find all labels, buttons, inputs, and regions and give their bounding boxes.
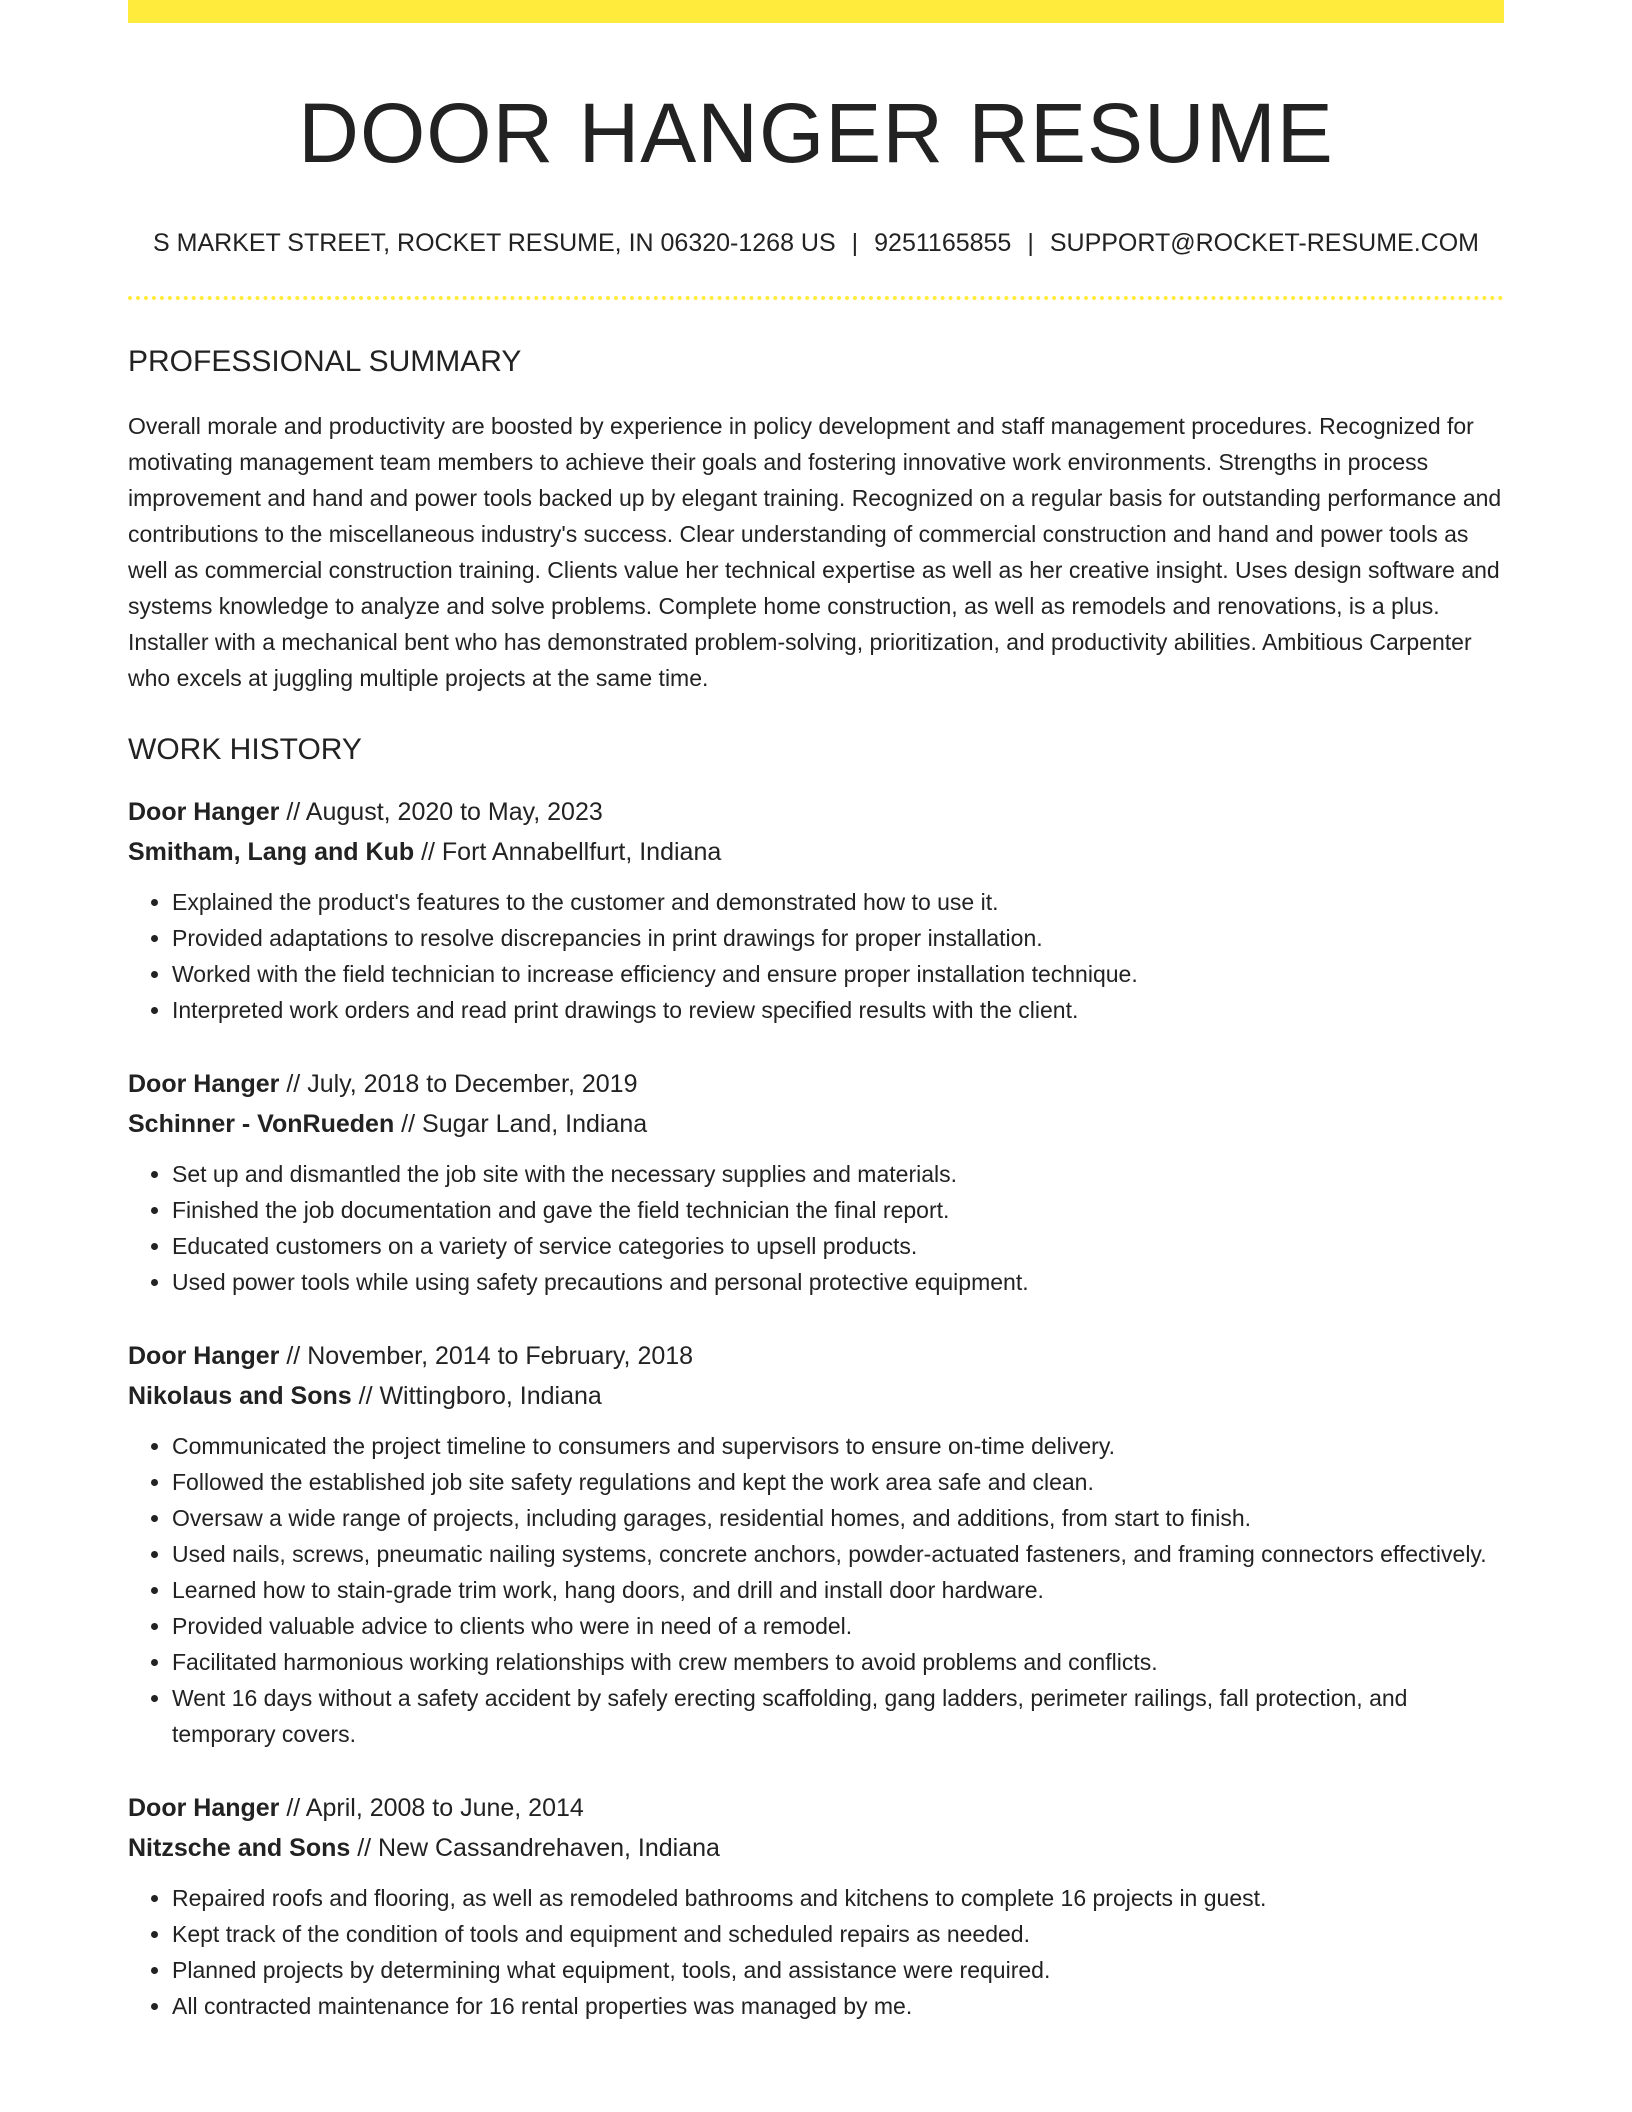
job-dates: // November, 2014 to February, 2018 — [279, 1341, 694, 1370]
job-entry — [128, 1064, 1504, 1300]
contact-phone[interactable]: 9251165855 — [874, 228, 1012, 257]
job-bullet: • Facilitated harmonious working relationships with crew members to avoid problems and conflicts. — [172, 1644, 1504, 1680]
job-dates: // August, 2020 to May, 2023 — [279, 797, 603, 826]
accent-top-bar — [128, 0, 1504, 23]
job-role: Door Hanger — [128, 1069, 280, 1098]
job-bullet: • Went 16 days without a safety accident by safely erecting scaffolding, gang ladders, perimeter railings, fall protection, and temporary covers. — [172, 1680, 1504, 1752]
job-company: Schinner - VonRueden — [128, 1109, 395, 1138]
job-bullets — [128, 1428, 1504, 1752]
job-dates: // April, 2008 to June, 2014 — [279, 1793, 584, 1822]
job-bullets — [128, 1880, 1504, 2024]
job-bullet: • Provided valuable advice to clients who were in need of a remodel. — [172, 1608, 1504, 1644]
job-bullet: • Repaired roofs and flooring, as well as remodeled bathrooms and kitchens to complete 16 projects in guest. — [172, 1880, 1504, 1916]
job-company-line — [128, 1376, 1504, 1416]
job-company: Nikolaus and Sons — [128, 1381, 352, 1410]
job-bullet: • Explained the product's features to the customer and demonstrated how to use it. — [172, 884, 1504, 920]
job-role: Door Hanger — [128, 1793, 280, 1822]
job-entry — [128, 1788, 1504, 2024]
job-location: // Wittingboro, Indiana — [351, 1381, 602, 1410]
job-bullet: • Used nails, screws, pneumatic nailing systems, concrete anchors, powder-actuated fasteners, and framing connectors effectively. — [172, 1536, 1504, 1572]
job-dates: // July, 2018 to December, 2019 — [279, 1069, 638, 1098]
job-entry — [128, 792, 1504, 1028]
work-history-heading: WORK HISTORY — [128, 732, 362, 766]
job-title-line — [128, 1336, 1504, 1376]
contact-separator: | — [851, 228, 859, 257]
job-bullet: • Finished the job documentation and gave the field technician the final report. — [172, 1192, 1504, 1228]
job-location: // New Cassandrehaven, Indiana — [350, 1833, 720, 1862]
job-bullet: • Communicated the project timeline to consumers and supervisors to ensure on-time delivery. — [172, 1428, 1504, 1464]
summary-text: Overall morale and productivity are boosted by experience in policy development and staff management procedures. Recognized for motivating management team members to achieve their goals and fostering innovative work environments. Strengths in process improvement and hand and power tools backed up by elegant training. Recognized on a regular basis for outstanding performance and contributions to the miscellaneous industry's success. Clear understanding of commercial construction and hand and power tools as well as commercial construction training. Clients value her technical expertise as well as her creative insight. Uses design software and systems knowledge to analyze and solve problems. Complete home construction, as well as remodels and renovations, is a plus. Installer with a mechanical bent who has demonstrated problem-solving, prioritization, and productivity abilities. Ambitious Carpenter who excels at juggling multiple projects at the same time. — [128, 412, 1502, 691]
job-bullet: • Followed the established job site safety regulations and kept the work area safe and clean. — [172, 1464, 1504, 1500]
job-bullet: • Worked with the field technician to increase efficiency and ensure proper installation technique. — [172, 956, 1504, 992]
job-bullet: • Interpreted work orders and read print drawings to review specified results with the client. — [172, 992, 1504, 1028]
job-bullets — [128, 884, 1504, 1028]
job-bullet: • Kept track of the condition of tools and equipment and scheduled repairs as needed. — [172, 1916, 1504, 1952]
job-title-line — [128, 1788, 1504, 1828]
job-bullet: • Planned projects by determining what equipment, tools, and assistance were required. — [172, 1952, 1504, 1988]
job-title-line — [128, 792, 1504, 832]
job-role: Door Hanger — [128, 797, 280, 826]
job-bullet: • Learned how to stain-grade trim work, hang doors, and drill and install door hardware. — [172, 1572, 1504, 1608]
job-title-line — [128, 1064, 1504, 1104]
job-bullet: • All contracted maintenance for 16 rental properties was managed by me. — [172, 1988, 1504, 2024]
job-bullet: • Provided adaptations to resolve discrepancies in print drawings for proper installation. — [172, 920, 1504, 956]
job-company-line — [128, 1104, 1504, 1144]
job-company: Nitzsche and Sons — [128, 1833, 351, 1862]
resume-title: DOOR HANGER RESUME — [298, 86, 1334, 180]
job-company-line — [128, 1828, 1504, 1868]
job-company-line — [128, 832, 1504, 872]
job-location: // Fort Annabellfurt, Indiana — [414, 837, 722, 866]
job-company: Smitham, Lang and Kub — [128, 837, 415, 866]
resume-page — [128, 0, 1504, 2024]
job-entry — [128, 1336, 1504, 1752]
summary-heading: PROFESSIONAL SUMMARY — [128, 344, 522, 378]
dotted-divider — [128, 296, 1504, 300]
job-bullet: • Educated customers on a variety of service categories to upsell products. — [172, 1228, 1504, 1264]
job-bullet: • Used power tools while using safety precautions and personal protective equipment. — [172, 1264, 1504, 1300]
contact-address: S MARKET STREET, ROCKET RESUME, IN 06320-1268 US — [153, 228, 836, 257]
job-role: Door Hanger — [128, 1341, 280, 1370]
contact-line — [128, 228, 1504, 258]
contact-email[interactable]: SUPPORT@ROCKET-RESUME.COM — [1049, 228, 1479, 257]
job-bullets — [128, 1156, 1504, 1300]
job-location: // Sugar Land, Indiana — [394, 1109, 648, 1138]
contact-separator: | — [1027, 228, 1034, 257]
job-bullet: • Set up and dismantled the job site with the necessary supplies and materials. — [172, 1156, 1504, 1192]
job-bullet: • Oversaw a wide range of projects, including garages, residential homes, and additions, from start to finish. — [172, 1500, 1504, 1536]
